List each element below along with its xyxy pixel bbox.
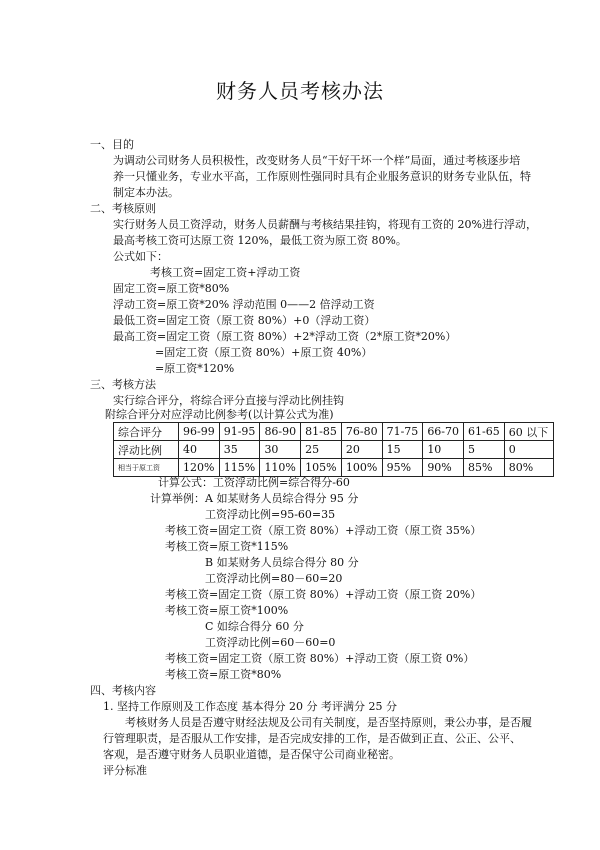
table-cell: 15 [382, 441, 423, 459]
paragraph-line: 考核财务人员是否遵守财经法规及公司有关制度，是否坚持原则，秉公办事，是否履 [125, 716, 532, 729]
table-cell: 综合评分 [114, 423, 179, 441]
document-title: 财务人员考核办法 [216, 79, 384, 103]
section-heading-principles: 二、考核原则 [90, 202, 156, 215]
table-cell: 71-75 [382, 423, 423, 441]
table-cell: 76-80 [341, 423, 382, 441]
paragraph-line: 为调动公司财务人员积极性，改变财务人员“干好干坏一个样”局面，通过考核逐步培 [113, 154, 521, 167]
section-heading-method: 三、考核方法 [90, 378, 156, 391]
table-cell: 120% [179, 459, 220, 477]
table-cell: 81-85 [301, 423, 342, 441]
calc-line: 工资浮动比例=80－60=20 [205, 572, 343, 585]
table-cell: 90% [423, 459, 464, 477]
table-cell: 35 [219, 441, 260, 459]
calc-example-c: C 如综合得分 60 分 [205, 620, 304, 633]
calc-line: 考核工资=固定工资（原工资 80%）+浮动工资（原工资 20%） [165, 588, 482, 601]
table-cell: 115% [219, 459, 260, 477]
table-row [114, 423, 554, 441]
section-heading-purpose: 一、目的 [90, 138, 134, 151]
table-cell: 80% [504, 459, 553, 477]
calc-line: 考核工资=固定工资（原工资 80%）+浮动工资（原工资 35%） [165, 524, 482, 537]
content-item-1: 1. 坚持工作原则及工作态度 基本得分 20 分 考评满分 25 分 [103, 700, 397, 713]
calc-line: 考核工资=原工资*115% [165, 540, 289, 553]
table-cell: 40 [179, 441, 220, 459]
table-cell: 5 [464, 441, 505, 459]
paragraph-line: 养一只懂业务，专业水平高，工作原则性强同时具有企业服务意识的财务专业队伍，特 [113, 170, 531, 183]
table-cell: 86-90 [260, 423, 301, 441]
table-row [114, 441, 554, 459]
table-cell: 66-70 [423, 423, 464, 441]
paragraph-line: 实行财务人员工资浮动，财务人员薪酬与考核结果挂钩，将现有工资的 20%进行浮动， [113, 218, 537, 231]
table-caption: 附综合评分对应浮动比例参考(以计算公式为准) [105, 408, 334, 421]
formula-line: =固定工资（原工资 80%）+原工资 40%） [155, 346, 373, 359]
table-cell: 10 [423, 441, 464, 459]
formula-line: 最高工资=固定工资（原工资 80%）+2*浮动工资（2*原工资*20%） [113, 330, 457, 343]
formula-intro: 公式如下： [113, 250, 168, 263]
table-cell: 30 [260, 441, 301, 459]
table-cell: 91-95 [219, 423, 260, 441]
table-cell: 105% [301, 459, 342, 477]
calc-example-b: B 如某财务人员综合得分 80 分 [205, 556, 359, 569]
table-cell: 85% [464, 459, 505, 477]
table-cell: 20 [341, 441, 382, 459]
score-ratio-table [113, 422, 554, 477]
formula-line: 考核工资=固定工资+浮动工资 [150, 266, 301, 279]
calc-line: 工资浮动比例=95-60=35 [205, 508, 336, 521]
paragraph-line: 客观，是否遵守财务人员职业道德，是否保守公司商业秘密。 [103, 748, 400, 761]
paragraph-line: 制定本办法。 [113, 186, 179, 199]
calc-line: 工资浮动比例=60－60=0 [205, 636, 336, 649]
paragraph-line: 行管理职责，是否服从工作安排，是否完成安排的工作，是否做到正直、公正、公平、 [103, 732, 521, 745]
scoring-standard-label: 评分标准 [103, 764, 147, 777]
table-cell: 95% [382, 459, 423, 477]
paragraph-line: 实行综合评分，将综合评分直接与浮动比例挂钩 [113, 394, 344, 407]
paragraph-line: 最高考核工资可达原工资 120%，最低工资为原工资 80%。 [113, 234, 407, 247]
table-cell: 0 [504, 441, 553, 459]
calc-line: 考核工资=固定工资（原工资 80%）+浮动工资（原工资 0%） [165, 652, 475, 665]
calc-formula: 计算公式：工资浮动比例=综合得分-60 [158, 476, 350, 489]
formula-line: 固定工资=原工资*80% [113, 282, 230, 295]
formula-line: =原工资*120% [155, 362, 235, 375]
table-cell: 60 以下 [504, 423, 553, 441]
calc-line: 考核工资=原工资*80% [165, 668, 282, 681]
table-cell: 100% [341, 459, 382, 477]
calc-example-a: 计算举例：A 如某财务人员综合得分 95 分 [150, 492, 359, 505]
section-heading-content: 四、考核内容 [90, 684, 156, 697]
formula-line: 浮动工资=原工资*20% 浮动范围 0——2 倍浮动工资 [113, 298, 375, 311]
table-cell: 相当于原工资 [114, 459, 179, 477]
table-cell: 浮动比例 [114, 441, 179, 459]
table-row [114, 459, 554, 477]
table-cell: 110% [260, 459, 301, 477]
formula-line: 最低工资=固定工资（原工资 80%）+0（浮动工资） [113, 314, 376, 327]
calc-line: 考核工资=原工资*100% [165, 604, 289, 617]
table-cell: 61-65 [464, 423, 505, 441]
table-cell: 25 [301, 441, 342, 459]
table-cell: 96-99 [179, 423, 220, 441]
